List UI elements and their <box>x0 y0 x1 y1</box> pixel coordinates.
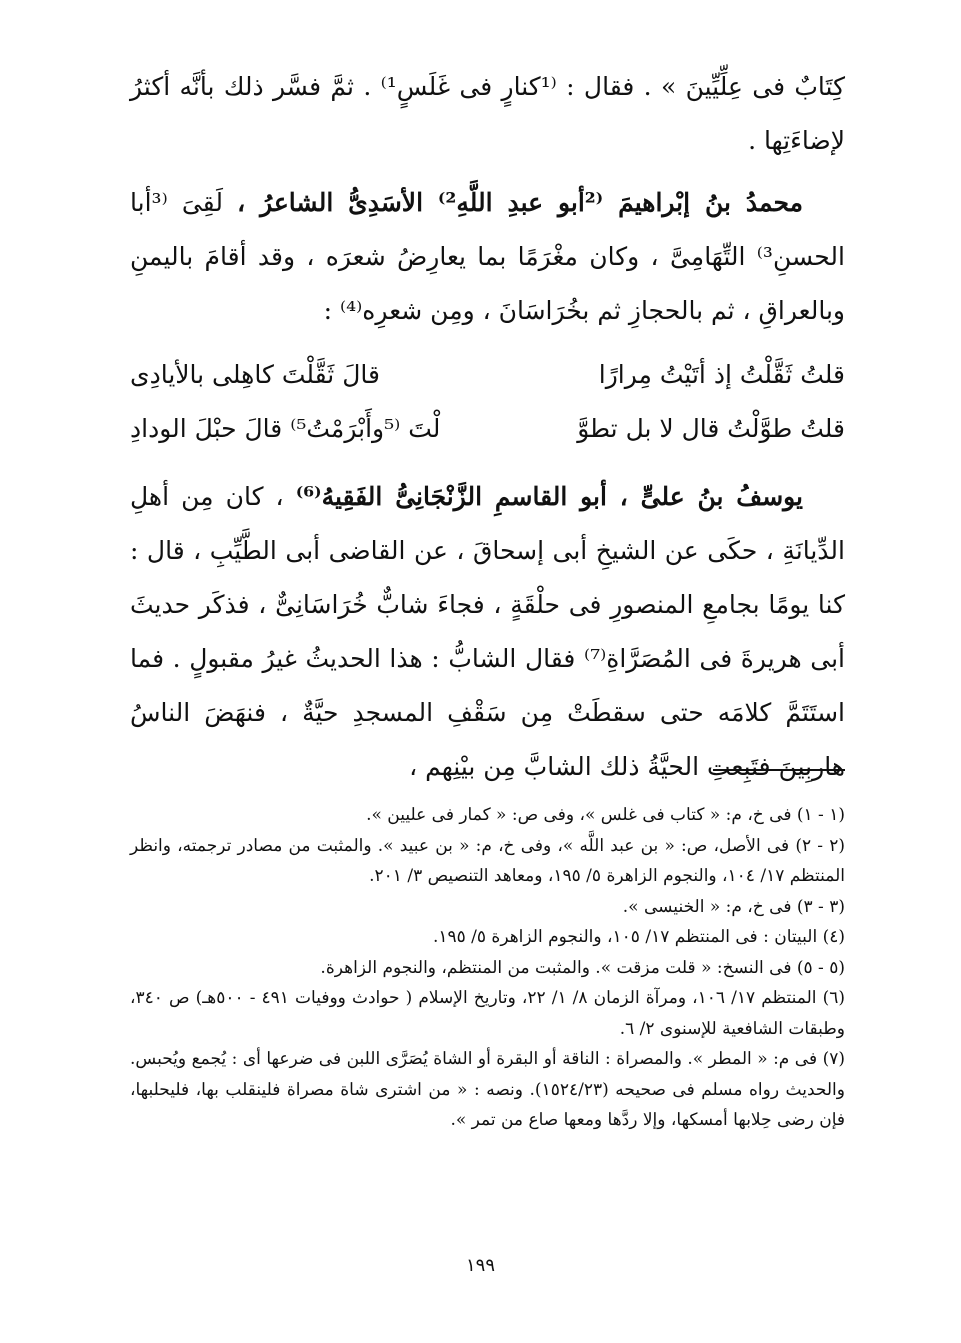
page-number: ١٩٩ <box>465 1255 495 1276</box>
verse-hemistich: قلتُ ثَقَّلْتُ إذ أتَيْتُ مِرارًا <box>598 360 845 389</box>
entry-name: يوسفُ بنُ علىٍّ ، أبو القاسمِ الزَّنْجَانِىُّ الفَقِيهُ⁽⁶⁾ <box>295 482 804 511</box>
entry-text: لَقِىَ ⁽³أبا الحسنِ³⁾ التِّهَامِىَّ ، وكان مغْرَمًا بما يعارِضُ شعرَه ، وقد أقامَ باليمنِ وبالعراقِ ، ثم بالحجازِ ثم بخُرَاسَانَ ، ومِن شعرِه⁽⁴⁾ : <box>130 188 845 325</box>
verse-line <box>130 402 845 456</box>
verse-hemistich: قالَ ثَقَّلْتَ كاهِلى بالأيادِى <box>130 360 380 389</box>
footnote-separator <box>713 769 845 771</box>
footnote: (١ - ١) فى خ، م: « كتاب فى غلس »، وفى ص: « كمار فى عليين ». <box>366 805 845 825</box>
verse-hemistich: لْتَ ⁽⁵وأَبْرَمْتُ⁵⁾ قالَ حبْلَ الودادِ <box>130 414 441 443</box>
footnote: (٢ - ٢) فى الأصل، ص: « بن عبد اللَّه »، وفى خ، م: « بن عبيد ». والمثبت من مصادر ترجمته، وانظر المنتظم ١٧/ ١٠٤، والنجوم الزاهرة ٥/ ١٩٥، ومعاهد التنصيص ٣/ ٢٠١. <box>130 835 845 886</box>
paragraph-continuation: كِتَابٌ فى عِلِّيِّينَ » . فقال : ⁽¹كنارٍ فى غَلَسٍ¹⁾ . ثمَّ فسَّر ذلك بأنَّه أكثرُ لإضاءَتِها . <box>130 72 845 155</box>
entry-muhammad <box>130 176 845 338</box>
poem <box>130 348 845 456</box>
footnotes <box>130 800 845 1136</box>
footnote: (٤) البيتان : فى المنتظم ١٧/ ١٠٥، والنجوم الزاهرة ٥/ ١٩٥. <box>432 927 845 947</box>
entry-text: ، كان مِن أهلِ الدِّيانَةِ ، حكَى عن الشيخِ أبى إسحاقَ ، عن القاضى أبى الطَّيِّبِ ، قال : كنا يومًا بجامعِ المنصورِ فى حلْقَةٍ ، فجاءَ شابٌّ خُرَاسَانِىٌّ ، فذكَر حديثَ أبى هريرةَ فى المُصَرَّاةِ⁽⁷⁾ فقال الشابُّ : هذا الحديثُ غيرُ مقبولٍ . فما استَتَمَّ كلامَه حتى سقطَتْ مِن سَقْفِ المسجدِ حيَّةٌ ، فنهَضَ الناسُ هاربِينَ فتَبِعتِ الحيَّةُ ذلك الشابَّ مِن بيْنِهم ، <box>130 482 845 781</box>
entry-yusuf <box>130 470 845 794</box>
footnote: (٣ - ٣) فى خ، م: « الخنيسى ». <box>622 896 845 917</box>
footnote: (٧) فى م: « المطر ». والمصراة : الناقة أو البقرة أو الشاة يُصَرَّى اللبن فى ضرعها أى : يُجمع ويُحبس. والحديث رواه مسلم فى صحيحه (١٥٢٤/٢٣). ونصه : « من اشترى شاة مصراة فلينقلب بها، فليحلبها، فإن رضى حِلابها أمسكها، وإلا ردَّها ومعها صاع من تمر ». <box>130 1049 845 1130</box>
verse-line <box>130 348 845 402</box>
footnote: (٥ - ٥) فى النسخ: « قلت مزقت ». والمثبت من المنتظم، والنجوم الزاهرة. <box>320 957 845 978</box>
verse-hemistich: قلتُ طوَّلْتُ قال لا بل تطوَّ <box>577 414 845 443</box>
main-text <box>130 60 845 794</box>
footnote: (٦) المنتظم ١٧/ ١٠٦، ومرآة الزمان ٨/ ١/ ٢٢، وتاريخ الإسلام ( حوادث ووفيات ٤٩١ - ٥٠٠هـ) ص ٣٤٠، وطبقات الشافعية للإسنوى ٢/ ٦. <box>130 988 845 1039</box>
entry-name: محمدُ بنُ إبْراهيمَ ⁽²أبو عبدِ اللَّهِ²⁾ الأسَدِىُّ الشاعرُ ، <box>237 188 803 217</box>
